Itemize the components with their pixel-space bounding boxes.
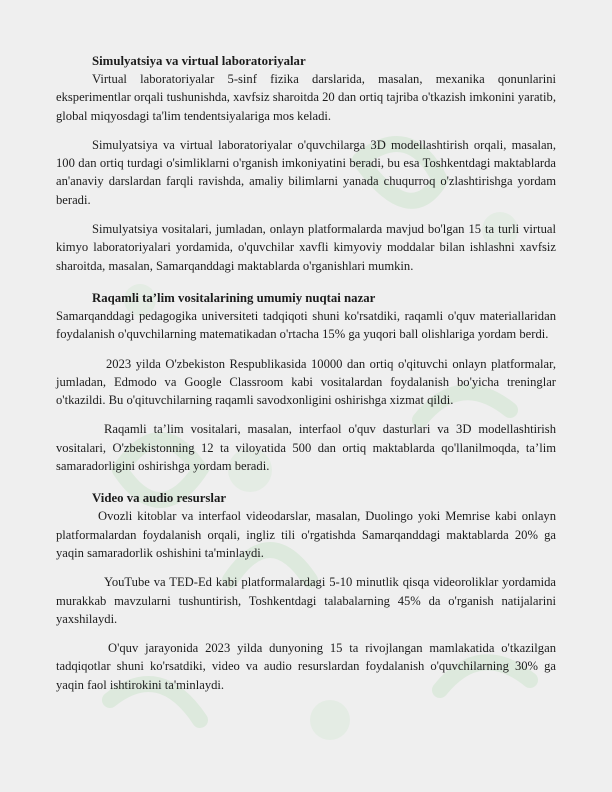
paragraph: O'quv jarayonida 2023 yilda dunyoning 15 ta rivojlangan mamlakatida o'tkazilgan tadqiqotlar shuni ko'rsatdiki, video va audio resurslardan foydalanish o'quvchilarning 30% ga yaqin faol ishtirokini ta'minlaydi. xyxy=(56,641,556,692)
paragraph: 2023 yilda O'zbekiston Respublikasida 10000 dan ortiq o'qituvchi onlayn platformalar, jumladan, Edmodo va Google Classroom kabi vositalardan foydalanish bo'yicha treninglar o'tkazildi. Bu o'qituvchilarning raqamli savodxonligini oshirishga xizmat qildi. xyxy=(56,356,556,408)
paragraph: Simulyatsiya vositalari, jumladan, onlayn platformalarda mavjud bo'lgan 15 ta turli virtual kimyo laboratoriyalari yordamida, o'quvchilar xavfli kimyoviy moddalar bilan ishlashni xavfsiz sharoitda, masalan, Samarqanddagi maktablarda o'rganishlari mumkin. xyxy=(56,222,556,273)
paragraph: Simulyatsiya va virtual laboratoriyalar o'quvchilarga 3D modellashtirish orqali, masalan, 100 dan ortiq turdagi o'simliklarni o'rganish imkoniyatini beradi, bu esa Toshkentdagi maktablarda an'anaviy darslardan farqli ravishda, amaliy bilimlarni yanada chuqurroq o'zlashtirishga yordam beradi. xyxy=(56,137,556,207)
section-video-audio xyxy=(56,489,556,694)
section-digital-tools xyxy=(56,289,556,475)
paragraph: Ovozli kitoblar va interfaol videodarslar, masalan, Duolingo yoki Memrise kabi onlayn platformalardan foydalanish orqali, ingliz tili o'rgatishda Samarqanddagi maktablarda 20% ga yaqin samaradorlik oshishini ta'minlaydi. xyxy=(56,509,556,560)
paragraph: Virtual laboratoriyalar 5-sinf fizika darslarida, masalan, mexanika qonunlarini eksperimentlar orqali tushunishda, xavfsiz sharoitda 20 dan ortiq tajriba o'tkazish imkonini yaratib, global miqyosdagi ta'lim tendentsiyalariga mos keladi. xyxy=(56,72,556,123)
paragraph: YouTube va TED-Ed kabi platformalardagi 5-10 minutlik qisqa videoroliklar yordamida murakkab mavzularni tushuntirish, Toshkentdagi talabalarning 45% da o'rganish natijalarini yaxshilaydi. xyxy=(56,575,556,626)
section-heading: Raqamli ta’lim vositalarining umumiy nuqtai nazar xyxy=(92,290,376,305)
document-body xyxy=(56,52,556,705)
section-heading: Simulyatsiya va virtual laboratoriyalar xyxy=(92,54,306,68)
paragraph: Raqamli ta’lim vositalari, masalan, interfaol o'quv dasturlari va 3D modellashtirish vositalari, O'zbekistonning 12 ta viloyatida 500 dan ortiq maktablarda qo'llanilmoqda, ta’lim samaradorligini oshirishga yordam beradi. xyxy=(56,422,556,474)
section-simulations xyxy=(56,52,556,275)
section-heading: Video va audio resurslar xyxy=(92,491,227,506)
paragraph: Samarqanddagi pedagogika universiteti tadqiqoti shuni ko'rsatdiki, raqamli o'quv materiallaridan foydalanish o'quvchilarning matematikadan o'rtacha 15% ga yuqori ball olishlariga yordam berdi. xyxy=(56,308,556,342)
